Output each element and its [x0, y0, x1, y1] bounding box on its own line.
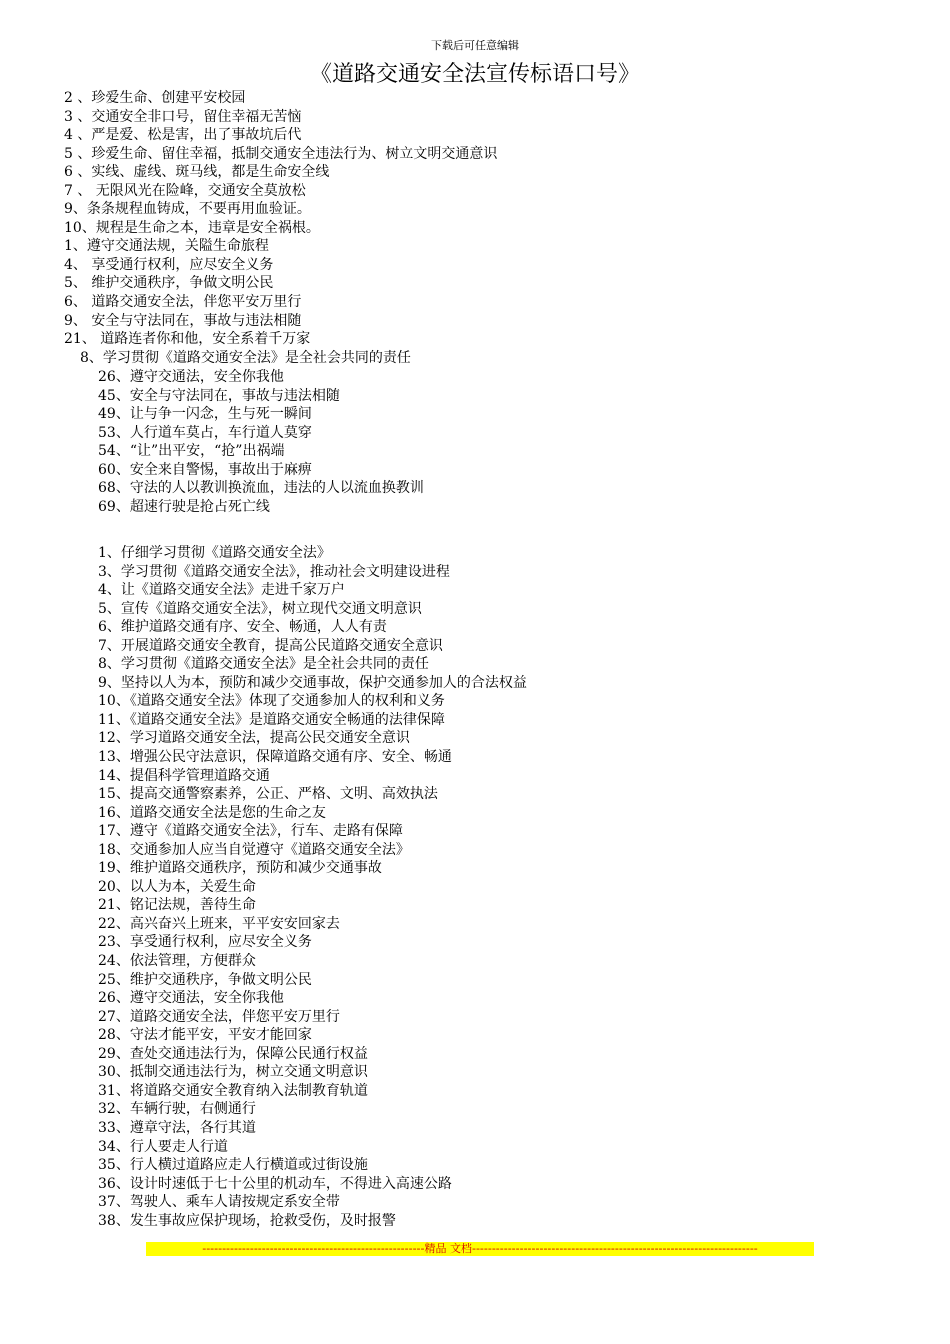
slogan-item: 30、抵制交通违法行为，树立交通文明意识	[98, 1064, 368, 1081]
slogan-item: 7、开展道路交通安全教育，提高公民道路交通安全意识	[98, 637, 443, 654]
slogan-item: 18、交通参加人应当自觉遵守《道路交通安全法》	[98, 841, 410, 858]
slogan-item: 31、将道路交通安全教育纳入法制教育轨道	[98, 1082, 368, 1099]
slogan-item: 17、遵守《道路交通安全法》，行车、走路有保障	[98, 823, 403, 840]
header-note: 下载后可任意编辑	[431, 39, 519, 52]
slogan-item: 8、学习贯彻《道路交通安全法》是全社会共同的责任	[80, 350, 411, 366]
slogan-list-numbered-high	[98, 368, 424, 516]
slogan-list-indented	[80, 349, 411, 368]
slogan-item: 38、发生事故应保护现场，抢救受伤，及时报警	[98, 1212, 396, 1229]
slogan-item: 12、学习道路交通安全法，提高公民交通安全意识	[98, 730, 410, 747]
slogan-item: 69、超速行驶是抢占死亡线	[98, 498, 270, 515]
slogan-item: 1、遵守交通法规，关隘生命旅程	[64, 238, 269, 255]
slogan-item: 6、维护道路交通有序、安全、畅通，人人有责	[98, 619, 387, 636]
slogan-item: 68、守法的人以教训换流血，违法的人以流血换教训	[98, 480, 424, 497]
slogan-item: 19、维护道路交通秩序，预防和减少交通事故	[98, 860, 382, 877]
slogan-item: 5、宣传《道路交通安全法》，树立现代交通文明意识	[98, 600, 422, 617]
slogan-item: 9、 安全与守法同在，事故与违法相随	[64, 312, 302, 329]
slogan-item: 5、 维护交通秩序，争做文明公民	[64, 275, 274, 292]
slogan-item: 32、车辆行驶，右侧通行	[98, 1101, 256, 1118]
slogan-item: 34、行人要走人行道	[98, 1138, 228, 1155]
slogan-item: 10、规程是生命之本，违章是安全祸根。	[64, 219, 320, 236]
slogan-item: 6 、实线、虚线、斑马线，都是生命安全线	[64, 164, 330, 181]
slogan-item: 6、 道路交通安全法，伴您平安万里行	[64, 294, 302, 311]
slogan-item: 24、依法管理，方便群众	[98, 953, 256, 970]
slogan-item: 4、 享受通行权利，应尽安全义务	[64, 256, 274, 273]
slogan-list-main	[98, 544, 527, 1230]
slogan-item: 22、高兴奋兴上班来，平平安安回家去	[98, 915, 340, 932]
slogan-item: 7 、 无限风光在险峰，交通安全莫放松	[64, 182, 306, 199]
slogan-item: 2 、珍爱生命、创建平安校园	[64, 90, 246, 106]
slogan-item: 3、学习贯彻《道路交通安全法》，推动社会文明建设进程	[98, 563, 450, 580]
slogan-item: 27、道路交通安全法，伴您平安万里行	[98, 1008, 340, 1025]
slogan-item: 45、安全与守法同在，事故与违法相随	[98, 387, 340, 404]
slogan-item: 14、提倡科学管理道路交通	[98, 767, 270, 784]
slogan-item: 54、“让”出平安，“抢”出祸端	[98, 443, 285, 460]
slogan-item: 26、遵守交通法，安全你我他	[98, 990, 284, 1007]
slogan-item: 9、条条规程血铸成，不要再用血验证。	[64, 201, 311, 218]
slogan-item: 21、铭记法规，善待生命	[98, 897, 256, 914]
document-title: 《道路交通安全法宣传标语口号》	[309, 62, 640, 87]
slogan-item: 16、道路交通安全法是您的生命之友	[98, 804, 326, 821]
slogan-item: 4、让《道路交通安全法》走进千家万户	[98, 582, 345, 599]
slogan-item: 8、学习贯彻《道路交通安全法》是全社会共同的责任	[98, 656, 429, 673]
slogan-item: 33、遵章守法，各行其道	[98, 1119, 256, 1136]
slogan-item: 37、驾驶人、乘车人请按规定系安全带	[98, 1194, 340, 1211]
slogan-item: 10、《道路交通安全法》体现了交通参加人的权利和义务	[98, 693, 445, 710]
slogan-item: 20、以人为本，关爱生命	[98, 878, 256, 895]
slogan-item: 35、行人横过道路应走人行横道或过街设施	[98, 1157, 368, 1174]
slogan-item: 5 、珍爱生命、留住幸福，抵制交通安全违法行为、树立文明交通意识	[64, 145, 498, 162]
slogan-item: 13、增强公民守法意识，保障道路交通有序、安全、畅通	[98, 749, 452, 766]
slogan-item: 49、让与争一闪念，生与死一瞬间	[98, 406, 312, 423]
slogan-item: 9、坚持以人为本，预防和减少交通事故，保护交通参加人的合法权益	[98, 674, 527, 691]
slogan-item: 36、设计时速低于七十公里的机动车，不得进入高速公路	[98, 1175, 452, 1192]
slogan-item: 60、安全来自警惕，事故出于麻痹	[98, 461, 312, 478]
slogan-item: 23、享受通行权利，应尽安全义务	[98, 934, 312, 951]
slogan-item: 3 、交通安全非口号，留住幸福无苦恼	[64, 108, 302, 125]
slogan-item: 4 、严是爱、松是害，出了事故坑后代	[64, 127, 302, 144]
slogan-item: 28、守法才能平安，平安才能回家	[98, 1027, 312, 1044]
slogan-item: 29、查处交通违法行为，保障公民通行权益	[98, 1045, 368, 1062]
footer-banner: --------------------------------------------------------精品 文档------------------------------------------------------------------------	[146, 1242, 814, 1256]
slogan-item: 25、维护交通秩序，争做文明公民	[98, 971, 312, 988]
slogan-item: 21、 道路连者你和他，安全系着千万家	[64, 331, 311, 348]
slogan-item: 26、遵守交通法，安全你我他	[98, 369, 284, 385]
slogan-item: 11、《道路交通安全法》是道路交通安全畅通的法律保障	[98, 711, 445, 728]
slogan-list-top	[64, 89, 497, 349]
slogan-item: 53、人行道车莫占，车行道人莫穿	[98, 424, 312, 441]
slogan-item: 15、提高交通警察素养，公正、严格、文明、高效执法	[98, 786, 438, 803]
slogan-item: 1、仔细学习贯彻《道路交通安全法》	[98, 545, 331, 561]
